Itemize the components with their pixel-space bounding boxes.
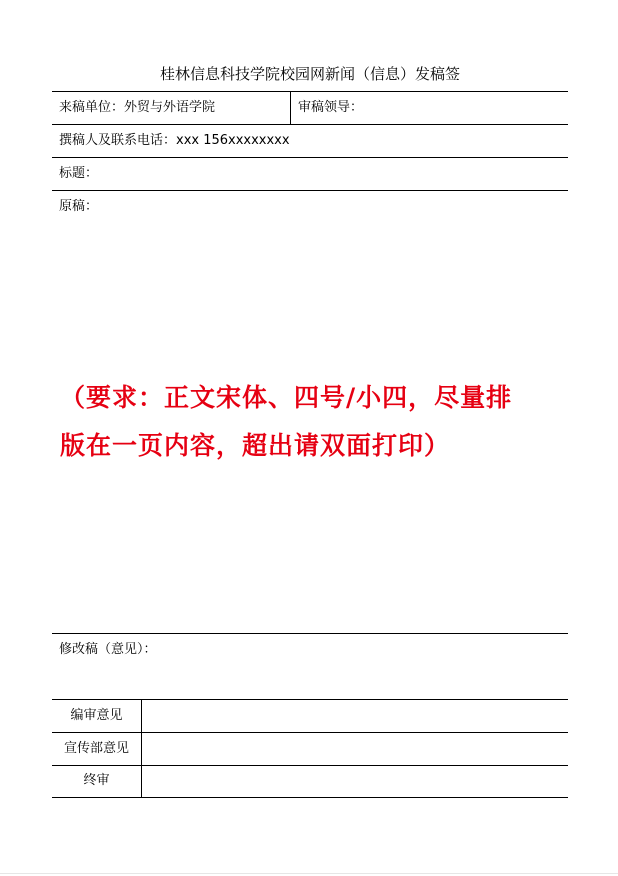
page-bottom-edge [0,873,618,874]
final-review-label: 终审 [83,773,110,788]
rule-revision [52,633,568,634]
revision-field[interactable]: 修改稿（意见）： [59,642,157,657]
reviewer-field[interactable]: 审稿领导： [298,100,364,115]
publicity-opinion-cell[interactable] [142,733,568,765]
requirement-note-line2: 版在一页内容，超出请双面打印） [60,431,451,460]
rule-row1 [52,124,568,125]
publicity-opinion-label: 宣传部意见 [63,741,129,756]
form-title: 桂林信息科技学院校园网新闻（信息）发稿签 [159,65,460,83]
rule-row3 [52,190,568,191]
editor-opinion-cell[interactable] [142,700,568,732]
final-review-cell[interactable] [142,766,568,797]
rule-top [52,91,568,92]
source-unit-field[interactable]: 来稿单位：外贸与外语学院 [59,100,216,115]
rule-table-bottom [52,797,568,798]
rule-row1-divider [290,91,291,124]
requirement-note-line1: （要求：正文宋体、四号/小四，尽量排 [60,383,513,412]
requirement-note [60,374,570,470]
manuscript-field[interactable]: 原稿： [59,199,99,214]
rule-row2 [52,157,568,158]
editor-opinion-label: 编审意见 [70,708,123,723]
author-contact-field[interactable]: 撰稿人及联系电话：xxx 156xxxxxxxx [59,133,290,148]
headline-field[interactable]: 标题： [59,166,99,181]
